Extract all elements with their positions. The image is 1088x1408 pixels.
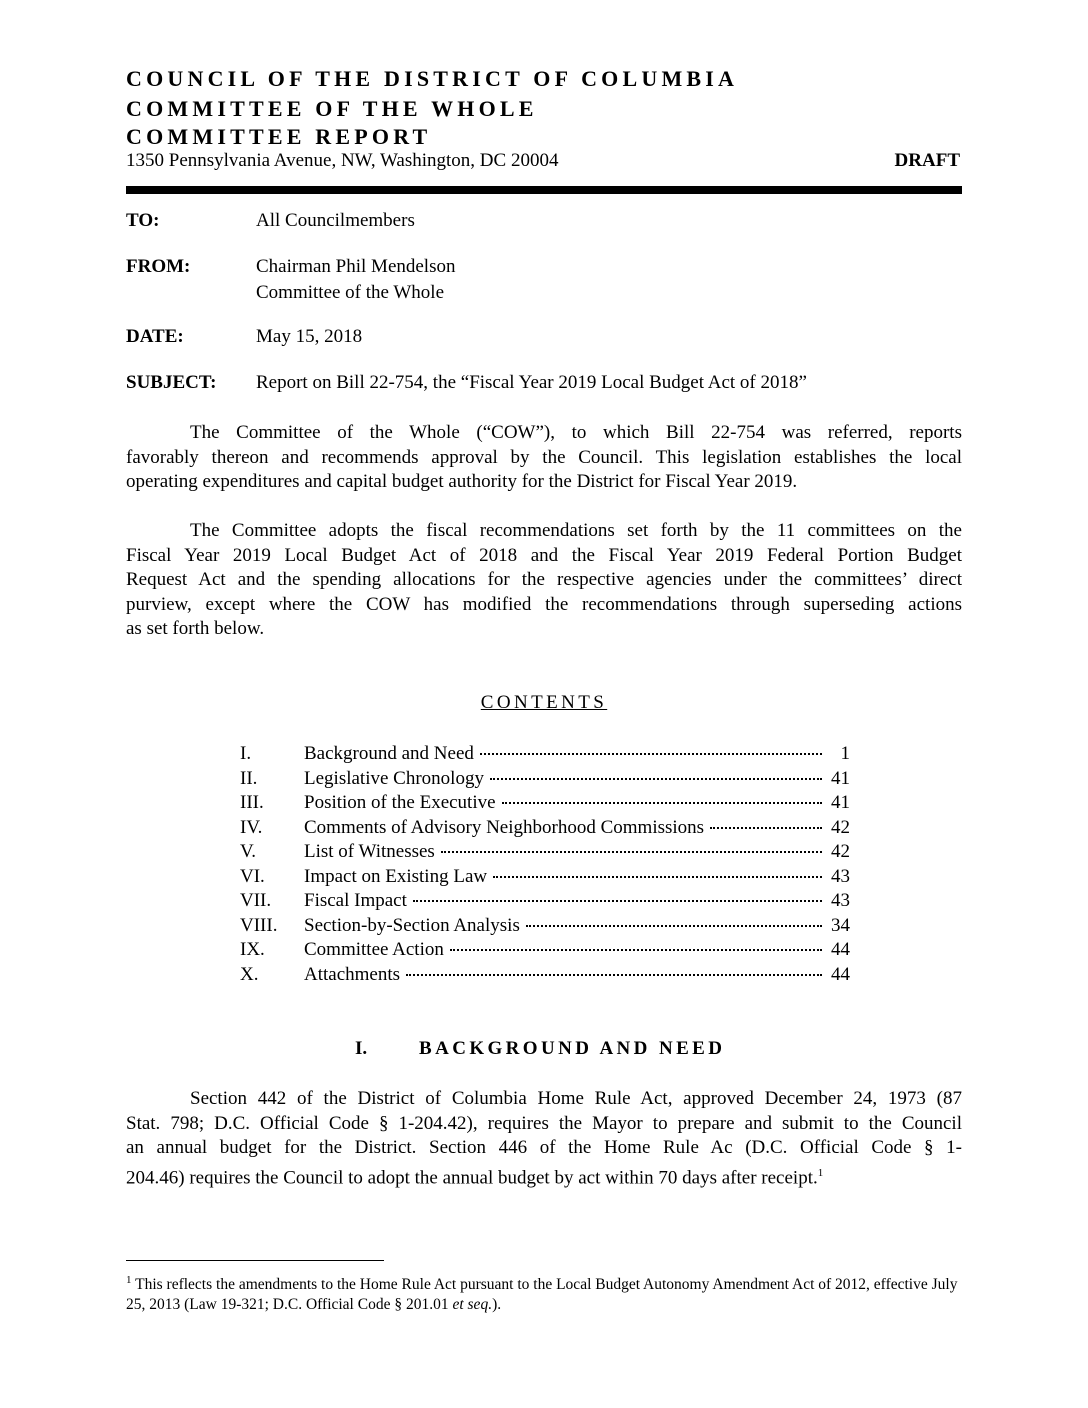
- toc-page: 43: [831, 865, 850, 887]
- footnote-text-end: ).: [492, 1296, 502, 1314]
- toc-number: III.: [240, 792, 264, 813]
- toc-page: 34: [831, 914, 850, 936]
- toc-leader: [413, 900, 822, 902]
- toc-entry: [304, 865, 822, 890]
- table-of-contents: [240, 742, 850, 987]
- toc-row[interactable]: [240, 742, 850, 767]
- toc-number: V.: [240, 841, 257, 862]
- toc-leader: [493, 876, 822, 878]
- toc-title: Committee Action: [304, 939, 444, 960]
- toc-entry: [304, 963, 822, 988]
- memo-date-value: May 15, 2018: [256, 326, 363, 347]
- toc-row[interactable]: [240, 938, 850, 963]
- toc-row[interactable]: [240, 914, 850, 939]
- section-heading: [355, 1038, 725, 1060]
- toc-leader: [480, 753, 822, 755]
- toc-title: Fiscal Impact: [304, 890, 407, 911]
- toc-entry: [304, 889, 822, 914]
- toc-title: Legislative Chronology: [304, 767, 484, 789]
- text-line: purview, except where the COW has modified the recommendations through superseding actions: [126, 593, 962, 615]
- text-line: an annual budget for the District. Section 446 of the Home Rule Ac (D.C. Official Code § 1-: [126, 1137, 962, 1158]
- toc-number: VII.: [240, 890, 272, 911]
- toc-leader: [490, 778, 822, 780]
- memo-from-value: [256, 254, 455, 306]
- toc-number: VIII.: [240, 914, 278, 936]
- draft-label: DRAFT: [894, 150, 960, 171]
- toc-entry: [304, 742, 822, 767]
- intro-paragraph-1: [126, 421, 962, 495]
- text-line: Stat. 798; D.C. Official Code § 1-204.42), requires the Mayor to prepare and submit to the Council: [126, 1112, 962, 1134]
- background-paragraph: [126, 1087, 962, 1190]
- footnote-mark: 1: [126, 1274, 132, 1286]
- header-council: COUNCIL OF THE DISTRICT OF COLUMBIA: [126, 66, 739, 91]
- memo-subject-value: Report on Bill 22-754, the “Fiscal Year 2019 Local Budget Act of 2018”: [256, 372, 807, 393]
- memo-to-label: TO:: [126, 210, 160, 231]
- memo-from-committee: Committee of the Whole: [256, 282, 445, 303]
- memo-from-label: FROM:: [126, 256, 191, 277]
- text-line: operating expenditures and capital budget authority for the District for Fiscal Year 2019.: [126, 471, 798, 492]
- toc-number: IV.: [240, 816, 263, 838]
- header-address: 1350 Pennsylvania Avenue, NW, Washington, DC 20004: [126, 150, 559, 171]
- text-line: Section 442 of the District of Columbia Home Rule Act, approved December 24, 1973 (87: [190, 1088, 962, 1109]
- toc-number: VI.: [240, 865, 265, 887]
- footnote-reference[interactable]: 1: [817, 1166, 824, 1179]
- toc-number: X.: [240, 963, 259, 985]
- toc-number: I.: [240, 743, 252, 764]
- memo-to-value: All Councilmembers: [256, 210, 415, 231]
- header-rule: [126, 186, 962, 194]
- toc-leader: [526, 925, 822, 927]
- toc-leader: [710, 827, 822, 829]
- toc-title: Impact on Existing Law: [304, 865, 488, 887]
- toc-number: IX.: [240, 939, 265, 960]
- section-number: I.: [355, 1038, 368, 1059]
- memo-from-name: Chairman Phil Mendelson: [256, 256, 456, 277]
- toc-leader: [450, 949, 822, 951]
- toc-entry: [304, 816, 822, 841]
- text-line: Fiscal Year 2019 Local Budget Act of 2018 and the Fiscal Year 2019 Federal Portion Budget: [126, 544, 962, 566]
- toc-leader: [441, 851, 822, 853]
- toc-page: 42: [831, 841, 850, 862]
- toc-page: 43: [831, 890, 850, 911]
- intro-paragraph-2: [126, 519, 962, 642]
- toc-row[interactable]: [240, 889, 850, 914]
- toc-title: Attachments: [304, 963, 401, 985]
- toc-row[interactable]: [240, 865, 850, 890]
- header-committee: COMMITTEE OF THE WHOLE: [126, 96, 538, 121]
- toc-page: 44: [831, 939, 850, 960]
- footnote-italic: et seq.: [452, 1296, 493, 1314]
- toc-page: 42: [831, 816, 850, 838]
- toc-title: Comments of Advisory Neighborhood Commissions: [304, 816, 705, 838]
- text-line: The Committee of the Whole (“COW”), to which Bill 22-754 was referred, reports: [190, 422, 962, 443]
- toc-entry: [304, 938, 822, 963]
- footnote: [126, 1270, 962, 1315]
- toc-row[interactable]: [240, 767, 850, 792]
- contents-title: CONTENTS: [480, 692, 608, 713]
- toc-leader: [406, 974, 822, 976]
- toc-entry: [304, 791, 822, 816]
- toc-row[interactable]: [240, 963, 850, 988]
- footnote-text: This reflects the amendments to the Home Rule Act pursuant to the Local Budget Autonomy Amendment Act of 2012, effective July 25, 2013 (Law 19-321; D.C. Official Code § 201.01: [126, 1276, 958, 1314]
- memo-subject-label: SUBJECT:: [126, 372, 217, 393]
- footnote-divider: [126, 1260, 384, 1261]
- toc-entry: [304, 840, 822, 865]
- text-line: Request Act and the spending allocations for the respective agencies under the committees’ direct: [126, 569, 962, 590]
- toc-title: Position of the Executive: [304, 792, 496, 813]
- text-line: favorably thereon and recommends approval by the Council. This legislation establishes the local: [126, 446, 962, 468]
- toc-entry: [304, 914, 822, 939]
- section-title: BACKGROUND AND NEED: [419, 1038, 726, 1059]
- toc-number: II.: [240, 767, 258, 789]
- toc-page: 1: [840, 743, 850, 764]
- toc-page: 41: [831, 792, 850, 813]
- toc-row[interactable]: [240, 816, 850, 841]
- text-line: The Committee adopts the fiscal recommendations set forth by the 11 committees on the: [190, 520, 962, 541]
- toc-leader: [502, 802, 822, 804]
- text-line: 204.46) requires the Council to adopt the annual budget by act within 70 days after receipt.$^1$: [126, 1166, 824, 1188]
- toc-title: Section-by-Section Analysis: [304, 914, 520, 936]
- toc-row[interactable]: [240, 840, 850, 865]
- toc-row[interactable]: [240, 791, 850, 816]
- toc-title: Background and Need: [304, 743, 474, 764]
- memo-date-label: DATE:: [126, 326, 184, 347]
- header-report: COMMITTEE REPORT: [126, 124, 432, 149]
- toc-page: 41: [831, 767, 850, 789]
- text-line: as set forth below.: [126, 618, 265, 639]
- toc-title: List of Witnesses: [304, 841, 435, 862]
- toc-entry: [304, 767, 822, 792]
- toc-page: 44: [831, 963, 850, 985]
